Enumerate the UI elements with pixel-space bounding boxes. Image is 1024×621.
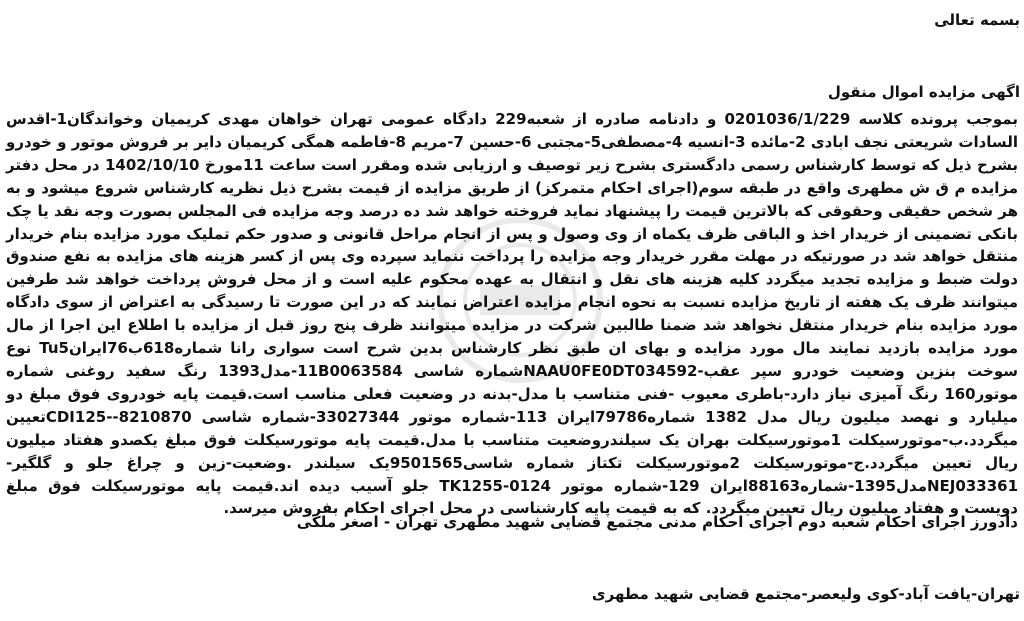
notice-body: بموجب پرونده کلاسه 0201036/1/229 و دادنامه صادره از شعبه229 دادگاه عمومی تهران خواهان مهدی کریمیان وخواندگان1-اقدس السادات شریعتی نجف ابادی 2-مائده 3-انسیه 4-مصطفی5-مجتبی 6-حسین 7-مریم 8-فاطمه همگی کریمیان دایر بر فروش موتور و خودرو بشرح ذیل که توسط کارشناس رسمی دادگستری بشرح زیر توصیف و ارزیابی شده ومقرر است ساعت 11مورخ 1402/10/10 در محل دفتر مزایده م ق ش مطهری واقع در طبقه سوم(اجرای احکام متمرکز) از طریق مزایده از قیمت بشرح ذیل نظریه کارشناس شروع میشود و به هر شخص حقیقی وحقوقی که بالاترین قیمت را پیشنهاد نماید فروخته خواهد شد ده درصد وجه مزایده فی المجلس بصورت وجه نقد یا چک بانکی تضمینی از خریدار اخذ و الباقی ظرف یکماه از وی وصول و پس از انجام مراحل قانونی و صدور حکم تملیک مورد مزایده بنام خریدار منتقل خواهد شد در صورتیکه در مهلت مقرر خریدار وجه مزایده را پرداخت ننماید سپرده وی پس از کسر هزینه های مزایده به نفع صندوق دولت ضبط و مزایده تجدید میگردد کلیه هزینه های نقل و انتقال به عهده محکوم علیه است و از محل فروش پرداخت خواهد شد طرفین میتوانند ظرف یک هفته از تاریخ مزایده نسبت به نحوه انجام مزایده اعتراض نمایند که در این صورت تا رسیدگی به اعتراض از سوی دادگاه مورد مزایده بنام خریدار منتقل نخواهد شد ضمنا طالبین شرکت در مزایده میتوانند ظرف پنج روز قبل از مزایده با اطلاع این اجرا از مال مورد مزایده بازدید نمایند مال مورد مزایده و بهای ان طبق نظر کارشناس بدین شرح است سواری رانا شماره618ب76ایرانTu5 نوع سوخت بنزین وضعیت خودرو سپر عقب-NAAU0FE0DT034592شماره شاسی 11B0063584-مدل1393 رنگ سفید روغنی شماره موتور160 رنگ آمیزی نیاز دارد-باطری معیوب -فنی متناسب با مدل-بدنه در وضعیت فعلی مناسب است.قیمت پایه خودروی فوق مبلغ دو میلیارد و نهصد میلیون ریال مدل 1382 شماره79786ایران 113-شماره موتور 33027344-شماره شاسی 8210870--CDI125تعیین میگردد.ب-موتورسیکلت 1موتورسیکلت بهران یک سیلندروضعیت متناسب با مدل.قیمت پایه موتورسیکلت فوق مبلغ یکصدو هفتاد میلیون ریال تعیین میگردد.ج-موتورسیکلت 2موتورسیکلت تکتاز شماره شاسی9501565یک سیلندر .وضعیت-زین و چراغ جلو و گلگیر-NEJ033361مدل1395-شماره88163ایران 129-شماره موتور TK1255-0124 جلو آسیب دیده اند.قیمت پایه موتورسیکلت فوق مبلغ دویست و هفتاد میلیون ریال تعیین میگردد. که به قیمت پایه کارشناسی در محل اجرای احکام بفروش میرسد. bbox=[6, 110, 1019, 518]
address-line: تهران-یافت آباد-کوی ولیعصر-مجتمع قضایی شهید مطهری bbox=[591, 585, 1020, 603]
signature-line: دادورز اجرای احکام شعبه دوم اجرای احکام مدنی مجتمع قضایی شهید مطهری تهران - اصغر ملکی bbox=[296, 513, 1018, 531]
salutation: بسمه تعالی bbox=[934, 11, 1020, 29]
notice-heading: اگهی مزایده اموال منقول bbox=[827, 83, 1020, 101]
